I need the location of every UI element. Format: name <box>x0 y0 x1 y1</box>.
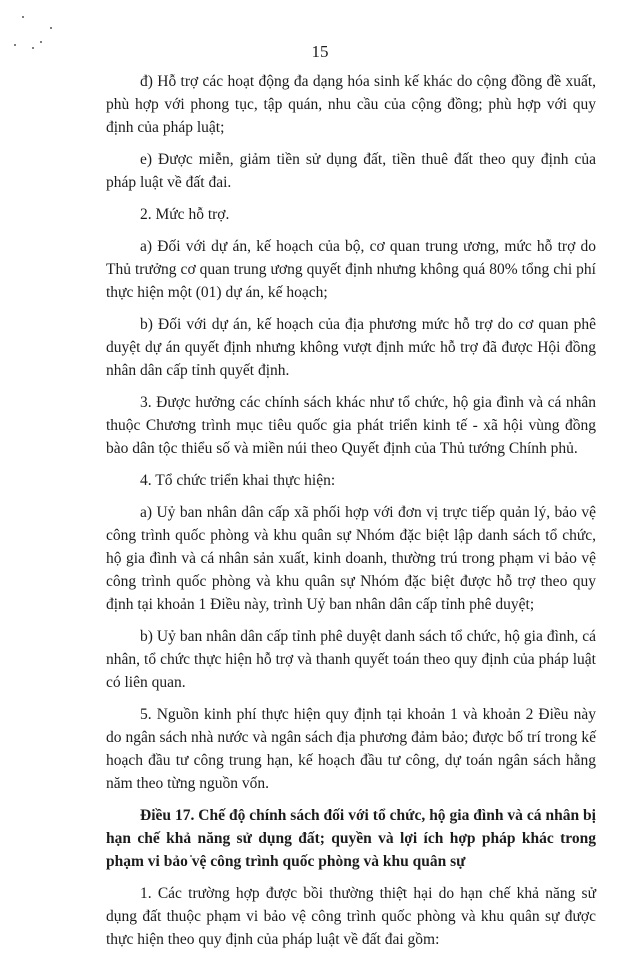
paragraph-7: 4. Tổ chức triển khai thực hiện: <box>140 472 336 489</box>
paragraph-4: a) Đối với dự án, kế hoạch của bộ, cơ quan trung ương, mức hỗ trợ do Thủ trưởng cơ quan trung ương quyết định nhưng không quá 80% tổng chi phí thực hiện một (01) dự án, kế hoạch; <box>106 238 596 301</box>
paragraph-10: 5. Nguồn kinh phí thực hiện quy định tại khoản 1 và khoản 2 Điều này do ngân sách nhà nước và ngân sách địa phương đảm bảo; được bố trí trong kế hoạch đầu tư công trung hạn, kế hoạch đầu tư công, dự toán ngân sách hằng năm theo từng nguồn vốn. <box>106 706 596 792</box>
page-number: 15 <box>311 42 329 61</box>
paragraph-8: a) Uỷ ban nhân dân cấp xã phối hợp với đơn vị trực tiếp quản lý, bảo vệ công trình quốc phòng và khu quân sự Nhóm đặc biệt lập danh sách tổ chức, hộ gia đình và cá nhân sản xuất, kinh doanh, thường trú trong phạm vi bảo vệ công trình quốc phòng và khu quân sự Nhóm đặc biệt được hỗ trợ theo quy định tại khoản 1 Điều này, trình Uỷ ban nhân dân cấp tỉnh phê duyệt; <box>106 504 596 613</box>
article-heading: Điều 17. Chế độ chính sách đối với tổ chức, hộ gia đình và cá nhân bị hạn chế khả năng sử dụng đất; quyền và lợi ích hợp pháp khác trong phạm vi bảo vệ công trình quốc phòng và khu quân sự <box>106 807 596 870</box>
paragraph-9: b) Uỷ ban nhân dân cấp tỉnh phê duyệt danh sách tổ chức, hộ gia đình, cá nhân, tổ chức thực hiện hỗ trợ và thanh quyết toán theo quy định của pháp luật có liên quan. <box>106 628 596 691</box>
paragraph-12: 1. Các trường hợp được bồi thường thiệt hại do hạn chế khả năng sử dụng đất thuộc phạm vi bảo vệ công trình quốc phòng và khu quân sự được thực hiện theo quy định của pháp luật về đất đai gồm: <box>106 885 596 948</box>
paragraph-5: b) Đối với dự án, kế hoạch của địa phương mức hỗ trợ do cơ quan phê duyệt dự án quyết định nhưng không vượt định mức hỗ trợ đã được Hội đồng nhân dân cấp tỉnh quyết định. <box>106 316 596 379</box>
paragraph-2: e) Được miễn, giảm tiền sử dụng đất, tiền thuê đất theo quy định của pháp luật về đất đai. <box>106 151 596 191</box>
scan-speck <box>22 16 24 18</box>
paragraph-6: 3. Được hưởng các chính sách khác như tổ chức, hộ gia đình và cá nhân thuộc Chương trình mục tiêu quốc gia phát triển kinh tế - xã hội vùng đồng bào dân tộc thiểu số và miền núi theo Quyết định của Thủ tướng Chính phủ. <box>106 394 596 457</box>
document-body <box>106 70 596 960</box>
scan-speck <box>50 27 52 29</box>
paragraph-1: đ) Hỗ trợ các hoạt động đa dạng hóa sinh kế khác do cộng đồng đề xuất, phù hợp với phong tục, tập quán, nhu cầu của cộng đồng; phù hợp với quy định của pháp luật; <box>106 73 596 136</box>
paragraph-3: 2. Mức hỗ trợ. <box>140 206 230 223</box>
